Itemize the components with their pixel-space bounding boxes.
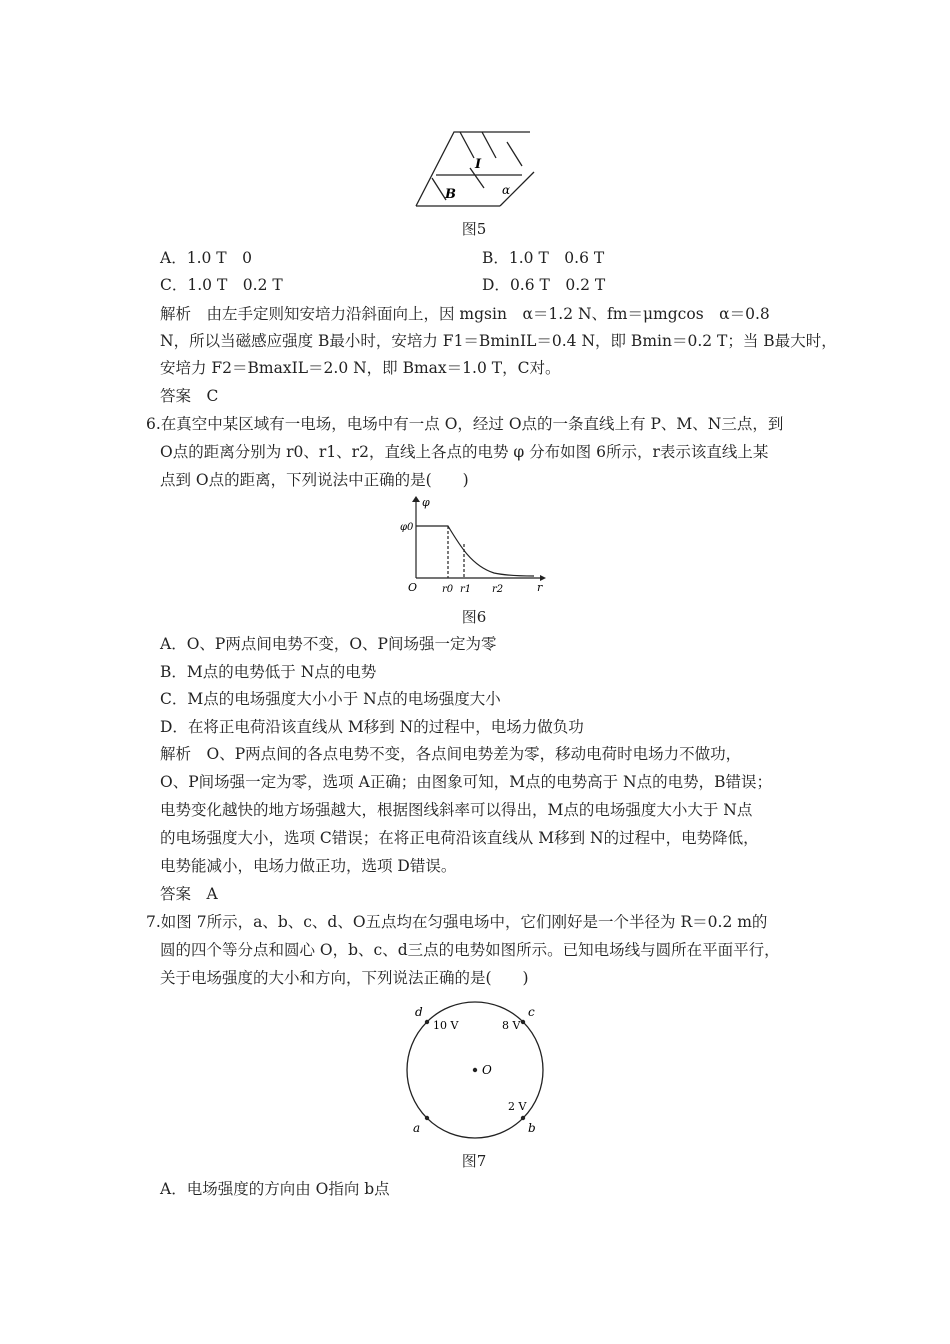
solution-6-line-4: 的电场强度大小，选项 C错误；在将正电荷沿该直线从 M移到 N的过程中，电势降低，: [160, 829, 759, 847]
question-7-line-1: 7.如图 7所示，a、b、c、d、O五点均在匀强电场中，它们刚好是一个半径为 R＝0.2 m的: [146, 913, 768, 931]
option-6b: B．M点的电势低于 N点的电势: [160, 663, 377, 681]
option-5a-letter: A．: [160, 249, 187, 267]
fig6-phi0-label: φ0: [400, 522, 414, 533]
fig7-center-o: O: [482, 1063, 492, 1077]
option-5b-letter: B．: [482, 249, 509, 267]
question-6-line-3: 点到 O点的距离，下列说法中正确的是( ): [160, 471, 469, 489]
option-6d: D．在将正电荷沿该直线从 M移到 N的过程中，电场力做负功: [160, 718, 584, 736]
fig6-tick-r2: r2: [492, 584, 504, 595]
option-7a: A．电场强度的方向由 O指向 b点: [160, 1180, 390, 1198]
fig7-voltage-b: 2 V: [508, 1100, 527, 1113]
fig7-point-d: d: [415, 1005, 423, 1019]
option-5d-letter: D．: [482, 276, 510, 294]
fig5-label-field: B: [445, 187, 456, 202]
option-5b: [482, 247, 604, 269]
fig7-voltage-c: 8 V: [502, 1019, 521, 1032]
option-6a: A．O、P两点间电势不变，O、P间场强一定为零: [160, 635, 497, 653]
answer-5: 答案 C: [160, 387, 219, 405]
solution-5-line-1: 解析 由左手定则知安培力沿斜面向上，因 mgsin α＝1.2 N、fm＝μmgcos α＝0.8: [160, 305, 770, 323]
option-5b-text: 1.0 T 0.6 T: [508, 249, 605, 267]
question-7-line-3: 关于电场强度的大小和方向，下列说法正确的是( ): [160, 969, 529, 987]
solution-6-line-1: 解析 O、P两点间的各点电势不变，各点间电势差为零，移动电荷时电场力不做功，: [160, 745, 742, 763]
fig7-voltage-d: 10 V: [433, 1019, 459, 1032]
question-6-line-1: 6.在真空中某区域有一电场，电场中有一点 O，经过 O点的一条直线上有 P、M、N三点，到: [146, 415, 784, 433]
figure-6-graph: [398, 496, 548, 596]
option-5a-text: 1.0 T 0: [186, 249, 252, 267]
solution-5-line-2: N，所以当磁感应强度 B最小时，安培力 F1＝BminIL＝0.4 N，即 Bmin＝0.2 T；当 B最大时，: [160, 332, 837, 350]
option-6c: C．M点的电场强度大小小于 N点的电场强度大小: [160, 690, 501, 708]
question-7-line-2: 圆的四个等分点和圆心 O，b、c、d三点的电势如图所示。已知电场线与圆所在平面平行，: [160, 941, 780, 959]
fig5-label-angle: α: [502, 183, 511, 197]
fig6-origin-label: O: [408, 581, 418, 594]
question-6-line-2: O点的距离分别为 r0、r1、r2，直线上各点的电势 φ 分布如图 6所示，r表示该直线上某: [160, 443, 769, 461]
option-5a: [160, 247, 252, 269]
fig6-tick-r1: r1: [460, 584, 472, 595]
figure-5-diagram: [412, 128, 542, 210]
fig6-x-axis-label: r: [537, 581, 543, 594]
fig7-point-b: b: [528, 1121, 536, 1135]
option-5c-text: 1.0 T 0.2 T: [187, 276, 283, 294]
fig6-y-axis-label: φ: [422, 496, 430, 509]
fig7-point-c: c: [528, 1005, 535, 1019]
fig6-tick-r0: r0: [442, 584, 454, 595]
solution-6-line-5: 电势能减小，电场力做正功，选项 D错误。: [160, 857, 457, 875]
figure-5-caption: 图5: [461, 220, 487, 238]
solution-6-line-2: O、P间场强一定为零，选项 A正确；由图象可知，M点的电势高于 N点的电势，B错误；: [160, 773, 773, 791]
solution-6-line-3: 电势变化越快的地方场强越大，根据图线斜率可以得出，M点的电场强度大小大于 N点: [160, 801, 753, 819]
figure-6-caption: 图6: [461, 608, 487, 626]
answer-6: 答案 A: [160, 885, 218, 903]
solution-5-line-3: 安培力 F2＝BmaxIL＝2.0 N，即 Bmax＝1.0 T，C对。: [160, 359, 561, 377]
figure-7-caption: 图7: [461, 1152, 487, 1170]
figure-7-circle: [396, 998, 556, 1148]
option-5d-text: 0.6 T 0.2 T: [509, 276, 606, 294]
fig7-point-a: a: [413, 1121, 421, 1135]
option-5c: [160, 274, 283, 296]
option-5c-letter: C．: [160, 276, 188, 294]
option-5d: [482, 274, 605, 296]
fig5-label-current: I: [475, 157, 482, 172]
